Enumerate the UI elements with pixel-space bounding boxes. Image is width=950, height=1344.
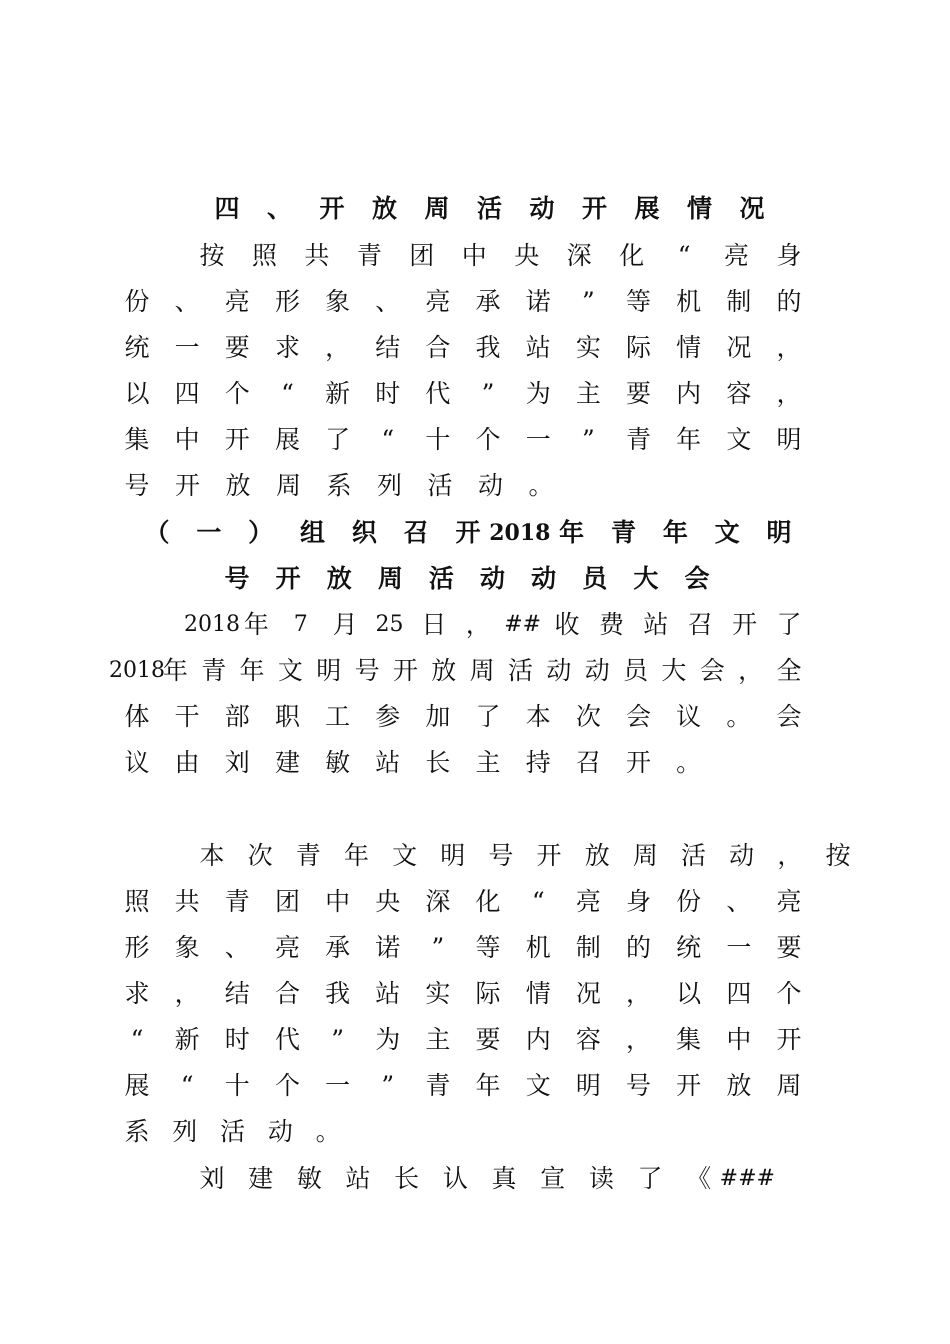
text-glyph: 亮: [776, 887, 802, 916]
text-glyph: 真: [491, 1164, 517, 1193]
text-glyph: 新: [325, 379, 351, 408]
text-glyph: 的: [626, 933, 652, 962]
text-glyph: 站: [375, 979, 401, 1008]
text-glyph: ，: [626, 979, 652, 1008]
text-glyph: 周: [424, 194, 450, 223]
intro-paragraph-line: [0, 463, 950, 509]
text-glyph: 员: [623, 656, 649, 685]
text-glyph: 亮: [575, 887, 601, 916]
text-glyph: 动: [529, 194, 555, 223]
text-glyph: 列: [376, 471, 403, 500]
text-glyph: 会: [626, 702, 652, 731]
text-glyph: 2018: [109, 658, 165, 683]
text-glyph: 实: [575, 333, 601, 362]
text-glyph: 召: [403, 518, 429, 547]
text-glyph: 次: [575, 702, 601, 731]
text-glyph: 年: [475, 1071, 501, 1100]
text-glyph: 身: [776, 241, 802, 270]
text-glyph: 活: [681, 841, 707, 870]
text-glyph: 号: [488, 841, 514, 870]
text-glyph: 年: [162, 656, 188, 685]
meeting-paragraph-line: [0, 694, 950, 740]
text-glyph: 共: [304, 241, 330, 270]
text-glyph: 容: [575, 1025, 601, 1054]
text-glyph: ”: [431, 933, 445, 962]
text-glyph: 结: [224, 979, 250, 1008]
text-glyph: 刘: [199, 1164, 225, 1193]
text-glyph: 、: [224, 933, 250, 962]
text-glyph: 要: [224, 333, 250, 362]
intro-paragraph-line: [0, 233, 950, 279]
text-glyph: 承: [475, 287, 501, 316]
text-glyph: 活: [508, 656, 534, 685]
text-glyph: 读: [588, 1164, 614, 1193]
text-glyph: 央: [375, 887, 401, 916]
text-glyph: 工: [325, 702, 351, 731]
text-glyph: 化: [619, 241, 645, 270]
text-glyph: 开: [319, 194, 345, 223]
text-glyph: 号: [224, 564, 250, 593]
text-glyph: 求: [274, 333, 300, 362]
text-glyph: 活: [476, 194, 503, 223]
text-glyph: 我: [325, 979, 351, 1008]
text-glyph: ，: [626, 1025, 652, 1054]
text-glyph: 十: [425, 425, 451, 454]
text-glyph: 放: [431, 656, 457, 685]
text-glyph: 站: [375, 748, 401, 777]
text-glyph: 际: [626, 333, 652, 362]
text-glyph: 体: [124, 702, 150, 731]
text-glyph: 持: [525, 748, 551, 777]
text-glyph: 亮: [224, 287, 250, 316]
text-glyph: 化: [475, 887, 501, 916]
text-glyph: 。: [528, 471, 554, 500]
text-glyph: 中: [325, 887, 351, 916]
text-glyph: 动: [267, 1117, 293, 1146]
text-glyph: 青: [610, 518, 637, 547]
meeting-paragraph-line: [0, 786, 950, 832]
text-glyph: 系: [124, 1117, 150, 1146]
text-glyph: 中: [461, 241, 487, 270]
text-glyph: ，: [738, 656, 764, 685]
text-glyph: 青: [626, 425, 652, 454]
text-glyph: 、: [375, 287, 401, 316]
text-glyph: 深: [566, 241, 592, 270]
text-glyph: 参: [375, 702, 401, 731]
text-glyph: 年: [243, 610, 269, 639]
text-glyph: 要: [626, 379, 652, 408]
text-glyph: 周: [632, 841, 658, 870]
text-glyph: 、: [726, 887, 752, 916]
text-glyph: 、: [266, 194, 293, 223]
text-glyph: ##: [504, 612, 542, 637]
text-glyph: 合: [425, 333, 451, 362]
text-glyph: 文: [525, 1071, 551, 1100]
text-glyph: 主: [475, 748, 501, 777]
text-glyph: 动: [584, 656, 610, 685]
text-glyph: 开: [776, 1025, 802, 1054]
text-glyph: 以: [676, 979, 702, 1008]
text-glyph: 等: [475, 933, 501, 962]
section-heading-line: [0, 186, 950, 232]
text-glyph: 会: [776, 702, 802, 731]
text-glyph: 展: [634, 194, 660, 223]
text-glyph: 认: [442, 1164, 468, 1193]
text-glyph: 集: [676, 1025, 702, 1054]
text-glyph: （: [144, 518, 170, 547]
text-glyph: 主: [425, 1025, 451, 1054]
text-glyph: 年: [343, 841, 369, 870]
text-glyph: 机: [525, 933, 551, 962]
text-glyph: 求: [124, 979, 150, 1008]
text-glyph: 大: [633, 564, 659, 593]
text-glyph: 加: [425, 702, 451, 731]
text-glyph: 系: [326, 471, 352, 500]
text-glyph: 青: [356, 241, 382, 270]
text-glyph: 明: [766, 518, 792, 547]
text-glyph: 一: [196, 518, 222, 547]
text-glyph: 年: [559, 518, 585, 547]
text-glyph: 等: [626, 287, 652, 316]
text-glyph: 议: [124, 748, 150, 777]
text-glyph: 年: [239, 656, 265, 685]
text-glyph: ，: [465, 610, 491, 639]
text-glyph: 个: [776, 979, 802, 1008]
text-glyph: 十: [224, 1071, 250, 1100]
text-glyph: ，: [776, 333, 802, 362]
text-glyph: 活: [220, 1117, 246, 1146]
text-glyph: 放: [225, 471, 251, 500]
text-glyph: 况: [575, 979, 601, 1008]
text-glyph: 容: [726, 379, 752, 408]
meeting-paragraph-line: [0, 740, 950, 786]
activity-paragraph-line: [0, 971, 950, 1017]
text-glyph: 照: [251, 241, 277, 270]
text-glyph: 为: [375, 1025, 401, 1054]
text-glyph: 亮: [724, 241, 750, 270]
text-glyph: 干: [174, 702, 200, 731]
text-glyph: 本: [525, 702, 551, 731]
text-glyph: 开: [676, 1071, 702, 1100]
text-glyph: 一: [174, 333, 200, 362]
text-glyph: 合: [274, 979, 300, 1008]
text-glyph: 个: [274, 1071, 300, 1100]
text-glyph: 费: [598, 610, 624, 639]
text-glyph: ，: [325, 333, 351, 362]
text-glyph: 开: [536, 841, 562, 870]
text-glyph: ###: [719, 1166, 775, 1191]
text-glyph: 集: [124, 425, 150, 454]
text-glyph: 放: [726, 1071, 752, 1100]
text-glyph: 开: [581, 194, 608, 223]
text-glyph: “: [531, 887, 545, 916]
text-glyph: “: [281, 379, 294, 408]
text-glyph: 制: [726, 287, 752, 316]
intro-paragraph-line: [0, 417, 950, 463]
text-glyph: 开: [392, 656, 418, 685]
text-glyph: 文: [714, 518, 740, 547]
text-glyph: 会: [684, 564, 710, 593]
text-glyph: 情: [676, 333, 702, 362]
text-glyph: 动: [477, 471, 504, 500]
text-glyph: 站: [345, 1164, 371, 1193]
text-glyph: 青: [425, 1071, 451, 1100]
text-glyph: 四: [174, 379, 200, 408]
activity-paragraph-line: [0, 833, 950, 879]
text-glyph: 。: [676, 748, 702, 777]
meeting-paragraph-line: [0, 602, 950, 648]
text-glyph: 年: [676, 425, 702, 454]
text-glyph: ，: [776, 379, 802, 408]
text-glyph: 职: [274, 702, 300, 731]
text-glyph: 明: [440, 841, 466, 870]
text-glyph: 青: [224, 887, 250, 916]
text-glyph: 亮: [425, 287, 451, 316]
intro-paragraph-line: [0, 325, 950, 371]
text-glyph: 织: [351, 518, 377, 547]
text-glyph: 7: [293, 612, 308, 637]
reading-paragraph-line: [0, 1156, 950, 1202]
text-glyph: 况: [739, 194, 765, 223]
text-glyph: 月: [332, 610, 358, 639]
text-glyph: 次: [247, 841, 273, 870]
text-glyph: 2018: [184, 612, 240, 637]
text-glyph: 情: [686, 194, 713, 223]
text-glyph: 员: [582, 564, 608, 593]
activity-paragraph-line: [0, 1063, 950, 1109]
text-glyph: 周: [776, 1071, 802, 1100]
text-glyph: 机: [676, 287, 702, 316]
text-glyph: 长: [394, 1164, 420, 1193]
text-glyph: “: [130, 1025, 144, 1054]
text-glyph: 一: [525, 425, 551, 454]
text-glyph: ”: [331, 1025, 344, 1054]
text-glyph: ”: [381, 1071, 395, 1100]
text-glyph: 组: [299, 518, 326, 547]
intro-paragraph-line: [0, 279, 950, 325]
text-glyph: 文: [392, 841, 418, 870]
text-glyph: ”: [581, 287, 595, 316]
text-glyph: 建: [248, 1164, 274, 1193]
text-glyph: 共: [174, 887, 200, 916]
text-glyph: 25: [375, 612, 404, 637]
text-glyph: 一: [726, 933, 752, 962]
text-glyph: 按: [199, 241, 225, 270]
text-glyph: 站: [525, 333, 551, 362]
text-glyph: “: [677, 241, 691, 270]
text-glyph: 要: [776, 933, 802, 962]
text-glyph: 诺: [525, 287, 551, 316]
text-glyph: 青: [295, 841, 321, 870]
text-glyph: 动: [729, 841, 755, 870]
text-glyph: 亮: [274, 933, 300, 962]
text-glyph: 日: [421, 610, 447, 639]
text-glyph: 内: [676, 379, 702, 408]
text-glyph: ”: [481, 379, 495, 408]
text-glyph: 中: [726, 1025, 752, 1054]
activity-paragraph-line: [0, 1109, 950, 1155]
text-glyph: “: [180, 1071, 194, 1100]
activity-paragraph-line: [0, 925, 950, 971]
text-glyph: 实: [425, 979, 451, 1008]
text-glyph: 动: [480, 564, 506, 593]
text-glyph: 新: [174, 1025, 200, 1054]
text-glyph: 开: [626, 748, 652, 777]
text-glyph: 时: [375, 379, 401, 408]
text-glyph: 号: [626, 1071, 652, 1100]
meeting-paragraph-line: [0, 648, 950, 694]
text-glyph: 文: [277, 656, 303, 685]
text-glyph: 放: [584, 841, 610, 870]
text-glyph: 央: [514, 241, 540, 270]
text-glyph: 个: [224, 379, 250, 408]
text-glyph: 时: [224, 1025, 250, 1054]
text-glyph: 要: [475, 1025, 501, 1054]
text-glyph: 本: [199, 841, 225, 870]
activity-paragraph-line: [0, 1017, 950, 1063]
text-glyph: 文: [726, 425, 752, 454]
text-glyph: 了: [325, 425, 351, 454]
text-glyph: 收: [554, 610, 580, 639]
text-glyph: 《: [686, 1164, 712, 1193]
text-glyph: 青: [201, 656, 227, 685]
text-glyph: 团: [274, 887, 300, 916]
text-glyph: 主: [575, 379, 601, 408]
text-glyph: 形: [274, 287, 300, 316]
text-glyph: 明: [776, 425, 802, 454]
text-glyph: 份: [124, 287, 150, 316]
text-glyph: 明: [316, 656, 342, 685]
text-glyph: 开: [275, 564, 301, 593]
subheading-line: [0, 556, 950, 602]
text-glyph: 团: [409, 241, 435, 270]
text-glyph: 展: [124, 1071, 150, 1100]
text-glyph: 放: [371, 194, 398, 223]
text-glyph: 敏: [325, 748, 351, 777]
text-glyph: 为: [525, 379, 551, 408]
text-glyph: 敏: [296, 1164, 322, 1193]
text-glyph: 的: [776, 287, 802, 316]
text-glyph: 中: [174, 425, 200, 454]
text-glyph: 部: [224, 702, 250, 731]
text-glyph: 号: [124, 471, 150, 500]
text-glyph: 四: [214, 194, 240, 223]
text-glyph: 情: [525, 979, 551, 1008]
text-glyph: 照: [124, 887, 150, 916]
text-glyph: 活: [428, 564, 454, 593]
text-glyph: 以: [124, 379, 150, 408]
text-glyph: 内: [525, 1025, 551, 1054]
text-glyph: ，: [777, 841, 803, 870]
text-glyph: 列: [172, 1117, 198, 1146]
text-glyph: 放: [326, 564, 352, 593]
text-glyph: 制: [575, 933, 601, 962]
text-glyph: 了: [776, 610, 802, 639]
text-glyph: 明: [575, 1071, 601, 1100]
text-glyph: ）: [248, 518, 274, 547]
text-glyph: 开: [455, 518, 481, 547]
text-glyph: 个: [475, 425, 501, 454]
text-glyph: 四: [726, 979, 752, 1008]
text-glyph: 按: [825, 841, 851, 870]
text-glyph: 承: [325, 933, 351, 962]
text-glyph: ”: [581, 425, 595, 454]
text-glyph: 展: [274, 425, 300, 454]
text-glyph: 刘: [224, 748, 250, 777]
text-glyph: 站: [643, 610, 669, 639]
subheading-line: [0, 510, 950, 556]
text-glyph: 。: [726, 702, 752, 731]
text-glyph: 召: [575, 748, 601, 777]
text-glyph: 周: [469, 656, 495, 685]
text-glyph: 身: [626, 887, 652, 916]
text-glyph: 了: [475, 702, 501, 731]
text-glyph: 大: [661, 656, 687, 685]
text-glyph: 份: [676, 887, 702, 916]
text-glyph: 际: [475, 979, 501, 1008]
text-glyph: 、: [174, 287, 200, 316]
text-glyph: 开: [224, 425, 250, 454]
text-glyph: 议: [676, 702, 702, 731]
text-glyph: 长: [425, 748, 451, 777]
text-glyph: 宣: [540, 1164, 566, 1193]
text-glyph: 会: [699, 656, 725, 685]
text-glyph: 开: [732, 610, 758, 639]
text-glyph: 号: [354, 656, 380, 685]
text-glyph: 全: [776, 656, 802, 685]
text-glyph: 了: [637, 1164, 663, 1193]
text-glyph: 象: [325, 287, 351, 316]
text-glyph: 象: [174, 933, 200, 962]
text-glyph: 况: [726, 333, 752, 362]
text-glyph: 。: [315, 1117, 341, 1146]
text-glyph: 召: [687, 610, 713, 639]
text-glyph: 结: [375, 333, 401, 362]
text-glyph: 周: [275, 471, 302, 500]
text-glyph: 建: [274, 748, 300, 777]
text-glyph: 统: [124, 333, 150, 362]
text-glyph: 诺: [375, 933, 401, 962]
text-glyph: 年: [662, 518, 688, 547]
text-glyph: 一: [325, 1071, 351, 1100]
text-glyph: 代: [425, 379, 451, 408]
intro-paragraph-line: [0, 371, 950, 417]
text-glyph: 动: [531, 564, 557, 593]
text-glyph: 开: [174, 471, 201, 500]
text-glyph: 由: [174, 748, 200, 777]
text-glyph: 周: [377, 564, 403, 593]
text-glyph: 代: [274, 1025, 300, 1054]
text-glyph: 深: [425, 887, 451, 916]
text-glyph: “: [381, 425, 395, 454]
text-glyph: 2018: [489, 520, 551, 546]
text-glyph: 形: [124, 933, 150, 962]
text-glyph: 我: [475, 333, 501, 362]
activity-paragraph-line: [0, 879, 950, 925]
text-glyph: 动: [546, 656, 572, 685]
text-glyph: 活: [427, 471, 453, 500]
text-glyph: ，: [174, 979, 200, 1008]
text-glyph: 统: [676, 933, 702, 962]
